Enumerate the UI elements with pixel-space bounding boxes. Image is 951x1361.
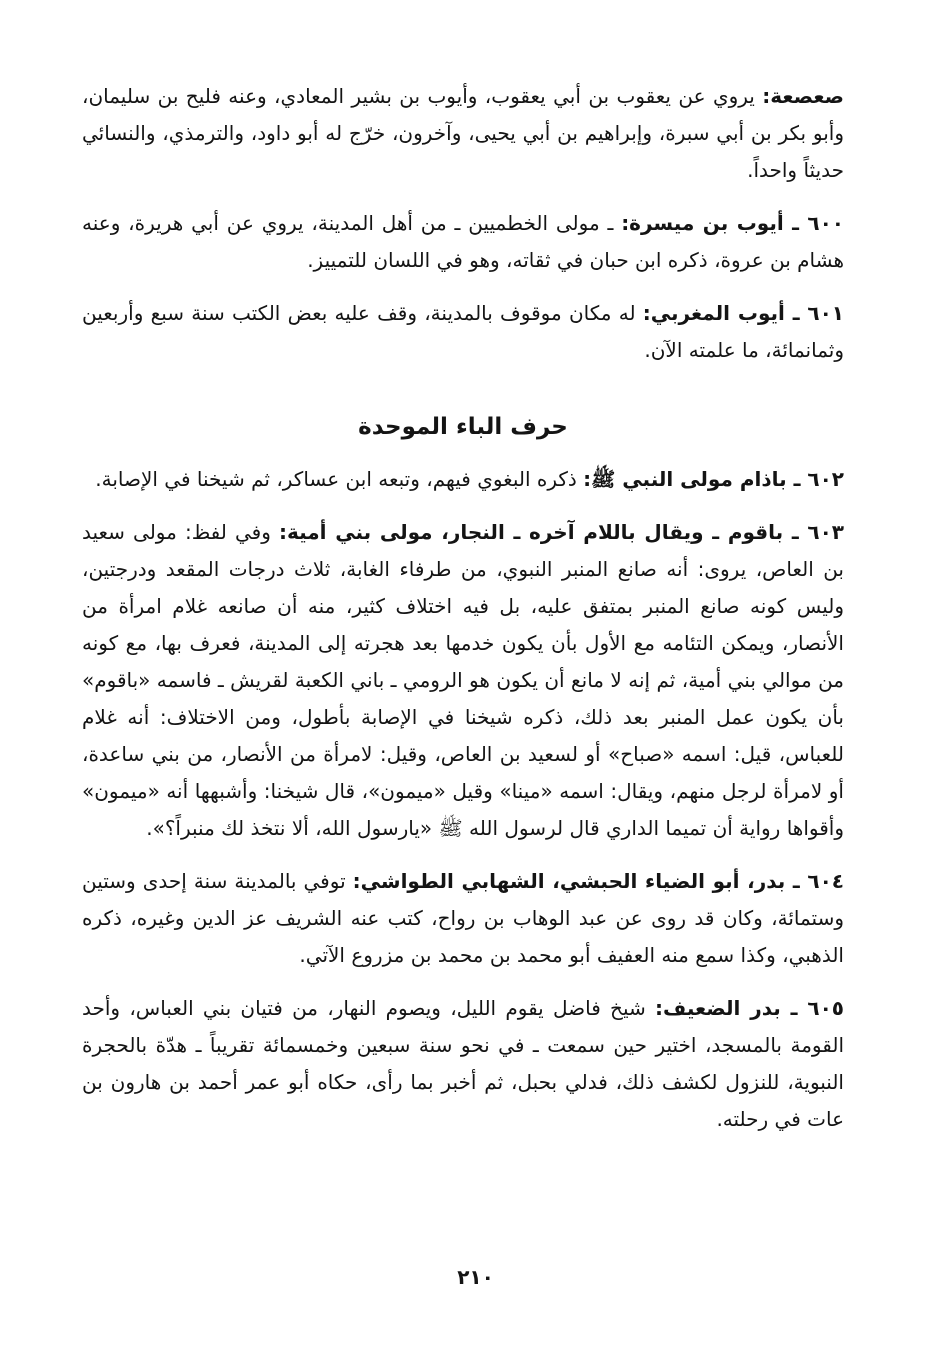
entry-heading: ٦٠٤ ـ بدر، أبو الضياء الحبشي، الشهابي الطواشي: bbox=[352, 869, 844, 893]
page-body bbox=[82, 78, 844, 1154]
entry-605 bbox=[82, 990, 844, 1138]
entry-heading: ٦٠٣ ـ باقوم ـ ويقال باللام آخره ـ النجار، مولى بني أمية: bbox=[279, 520, 845, 544]
section-title: حرف الباء الموحدة bbox=[358, 414, 568, 440]
entry-heading: ٦٠٢ ـ باذام مولى النبي ﷺ: bbox=[583, 467, 844, 491]
entry-text: شيخ فاضل يقوم الليل، ويصوم النهار، من فتيان بني العباس، وأحد القومة بالمسجد، اختير حين سمعت ـ في نحو سنة سبعين وخمسمائة تقريباً ـ هدّة بالحجرة النبوية، للنزول لكشف ذلك، فدلي بحبل، ثم أخبر بما رأى، حكاه أبو عمر أحمد بن هارون بن عات في رحلته. bbox=[82, 996, 844, 1131]
entry-heading: ٦٠٠ ـ أيوب بن ميسرة: bbox=[621, 211, 844, 235]
entry-heading: صعصعة: bbox=[762, 84, 844, 108]
entry-text: ذكره البغوي فيهم، وتبعه ابن عساكر، ثم شيخنا في الإصابة. bbox=[95, 467, 584, 491]
entry-604 bbox=[82, 863, 844, 974]
entry-heading: ٦٠٥ ـ بدر الضعيف: bbox=[655, 996, 844, 1020]
entry-600 bbox=[82, 205, 844, 279]
entry-text: يروي عن يعقوب بن أبي يعقوب، وأيوب بن بشير المعادي، وعنه فليح بن سليمان، وأبو بكر بن أبي سبرة، وإبراهيم بن أبي يحيى، وآخرون، خرّج له أبو داود، والترمذي، والنسائي حديثاً واحداً. bbox=[82, 84, 844, 182]
entry-heading: ٦٠١ ـ أيوب المغربي: bbox=[642, 301, 844, 325]
entry-601 bbox=[82, 295, 844, 369]
entry-text: له مكان موقوف بالمدينة، وقف عليه بعض الكتب سنة سبع وأربعين وثمانمائة، ما علمته الآن. bbox=[82, 301, 844, 362]
entry-602 bbox=[82, 461, 844, 498]
entry-text: ـ مولى الخطميين ـ من أهل المدينة، يروي عن أبي هريرة، وعنه هشام بن عروة، ذكره ابن حبان في ثقاته، وهو في اللسان للتمييز. bbox=[82, 211, 844, 272]
entry-603 bbox=[82, 514, 844, 847]
entry-text: توفي بالمدينة سنة إحدى وستين وستمائة، وكان قد روى عن عبد الوهاب بن رواح، كتب عنه الشريف عز الدين وغيره، ذكره الذهبي، وكذا سمع منه العفيف أبو محمد بن محمد بن مزروع الآتي. bbox=[82, 869, 844, 967]
entry-text: وفي لفظ: مولى سعيد بن العاص، يروى: أنه صانع المنبر النبوي، من طرفاء الغابة، ثلاث درجات المقعد ودرجتين، وليس كونه صانع المنبر بمتفق عليه، بل فيه اختلاف كثير، منه أن صانعه غلام امرأة من الأنصار، ويمكن التئامه مع الأول بأن يكون خدمها بعد هجرته إلى المدينة، فعرف بها، مع كونه من موالي بني أمية، ثم إنه لا مانع أن يكون هو الرومي ـ باني الكعبة لقريش ـ فاسمه «باقوم» بأن يكون عمل المنبر بعد ذلك، ذكره شيخنا في الإصابة بأطول، ومن الاختلاف: أنه غلام للعباس، قيل: اسمه «صباح» أو لسعيد بن العاص، وقيل: لامرأة من الأنصار، من بني ساعدة، أو لامرأة لرجل منهم، ويقال: اسمه «مينا» وقيل «ميمون»، قال شيخنا: وأشبهها أنه «ميمون» وأقواها رواية أن تميما الداري قال لرسول الله ﷺ «يارسول الله، ألا نتخذ لك منبراً؟». bbox=[82, 520, 844, 840]
entry-sasaa bbox=[82, 78, 844, 189]
page-number: ٢١٠ bbox=[457, 1265, 494, 1289]
